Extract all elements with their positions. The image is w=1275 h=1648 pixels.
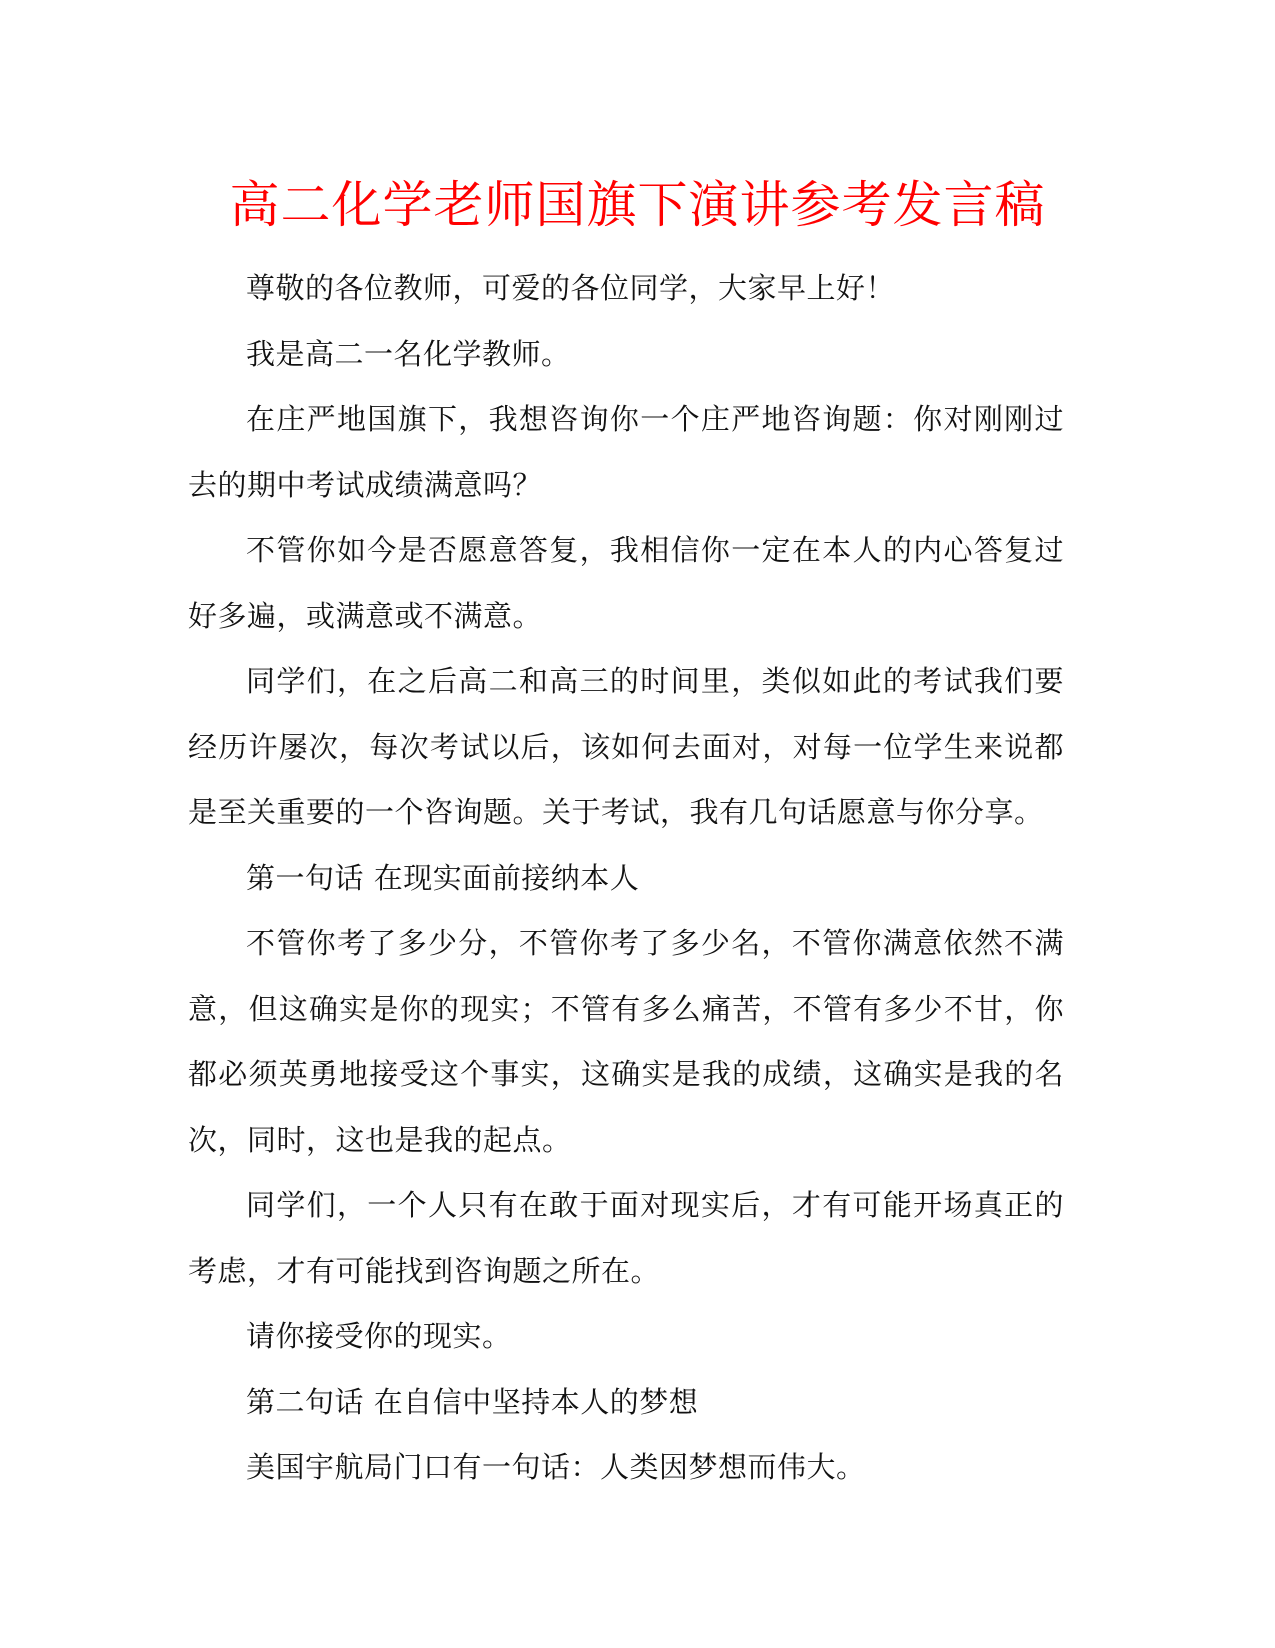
paragraph: 美国宇航局门口有一句话：人类因梦想而伟大。 bbox=[246, 1450, 866, 1484]
paragraph: 不管你如今是否愿意答复，我相信你一定在本人的内心答复过好多遍，或满意或不满意。 bbox=[188, 533, 1064, 633]
paragraph: 我是高二一名化学教师。 bbox=[246, 336, 571, 371]
paragraph: 同学们，在之后高二和高三的时间里，类似如此的考试我们要经历许屡次，每次考试以后，该如何去面对，对每一位学生来说都是至关重要的一个咨询题。关于考试，我有几句话愿意与你分享。 bbox=[188, 664, 1064, 829]
document-title: 高二化学老师国旗下演讲参考发言稿 bbox=[229, 176, 1046, 234]
section-heading: 第一句话 在现实面前接纳本人 bbox=[246, 860, 640, 895]
paragraph: 同学们，一个人只有在敢于面对现实后，才有可能开场真正的考虑，才有可能找到咨询题之所在。 bbox=[188, 1188, 1064, 1288]
paragraph: 在庄严地国旗下，我想咨询你一个庄严地咨询题：你对刚刚过去的期中考试成绩满意吗？ bbox=[188, 402, 1064, 502]
section-heading: 第二句话 在自信中坚持本人的梦想 bbox=[246, 1384, 699, 1419]
paragraph: 不管你考了多少分，不管你考了多少名，不管你满意依然不满意，但这确实是你的现实；不管有多么痛苦，不管有多少不甘，你都必须英勇地接受这个事实，这确实是我的成绩，这确实是我的名次，同时，这也是我的起点。 bbox=[188, 926, 1064, 1157]
paragraph: 请你接受你的现实。 bbox=[246, 1319, 512, 1353]
paragraph: 尊敬的各位教师，可爱的各位同学，大家早上好！ bbox=[246, 271, 896, 305]
document-body bbox=[188, 256, 1064, 1501]
